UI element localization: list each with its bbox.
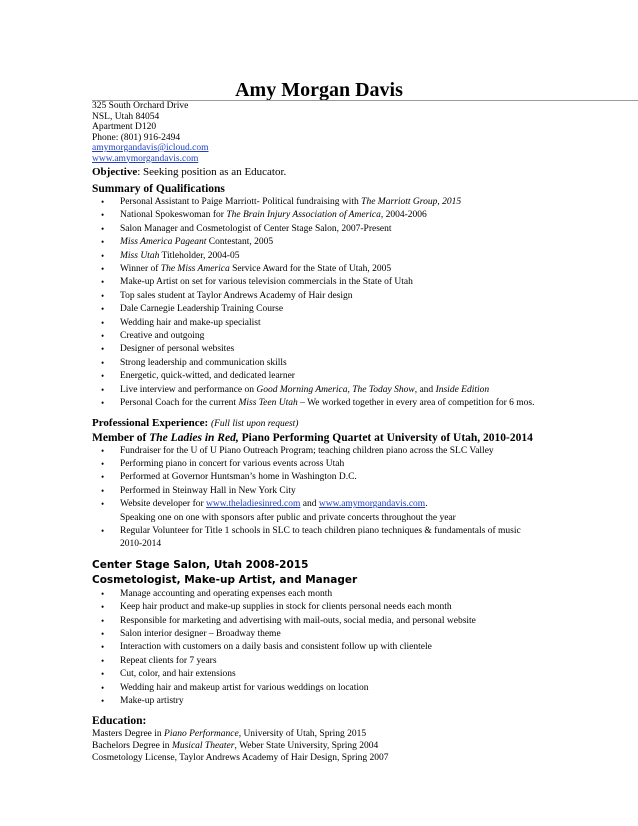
resume-content: [92, 101, 632, 764]
list-item: • Dale Carnegie Leadership Training Course: [101, 304, 284, 315]
list-item: • Make-up artistry: [101, 696, 184, 706]
list-item: • Fundraiser for the U of U Piano Outreach Program; teaching children piano across the SLC Valley: [101, 445, 494, 456]
objective-label: Objective: [92, 166, 138, 178]
list-item: • Miss Utah Titleholder, 2004-05: [101, 250, 240, 261]
list-item: • Manage accounting and operating expenses each month: [101, 588, 333, 599]
contact-block: [92, 101, 632, 164]
list-item: • Energetic, quick-witted, and dedicated learner: [101, 371, 295, 382]
experience-heading-line: [92, 417, 632, 431]
list-item: • Interaction with customers on a daily basis and consistent follow up with clientele: [101, 642, 432, 653]
ladies-in-red-link[interactable]: www.theladiesinred.com: [206, 499, 301, 510]
list-item: • National Spokeswoman for The Brain Injury Association of America, 2004-2006: [101, 210, 427, 221]
list-item: • Make-up Artist on set for various television commercials in the State of Utah: [101, 277, 413, 288]
address-line-2: NSL, Utah 84054: [92, 111, 160, 122]
list-item: • Designer of personal websites: [101, 344, 235, 355]
website-link[interactable]: www.amymorgandavis.com: [92, 153, 199, 164]
list-item: • Wedding hair and makeup artist for various weddings on location: [101, 682, 369, 693]
list-item: • Creative and outgoing: [101, 331, 205, 342]
list-item: • Repeat clients for 7 years: [101, 655, 217, 666]
list-item: • Winner of The Miss America Service Award for the State of Utah, 2005: [101, 264, 392, 275]
job1-extra-items: [92, 498, 632, 552]
education-line: Bachelors Degree in Musical Theater, Weber State University, Spring 2004: [92, 741, 379, 752]
job2-title-1: Center Stage Salon, Utah 2008-2015: [92, 558, 309, 571]
summary-heading: Summary of Qualifications: [92, 183, 225, 195]
objective-text: : Seeking position as an Educator.: [137, 166, 287, 178]
list-item: • Wedding hair and make-up specialist: [101, 317, 261, 328]
objective: [92, 166, 632, 179]
education-line: Masters Degree in Piano Performance, University of Utah, Spring 2015: [92, 729, 367, 740]
list-item: • Miss America Pageant Contestant, 2005: [101, 237, 274, 248]
list-item: • Responsible for marketing and advertising with mail-outs, social media, and personal website: [101, 615, 476, 626]
job2-list: [92, 588, 632, 709]
summary-list: [92, 196, 632, 411]
experience-note: (Full list upon request): [210, 418, 299, 429]
list-item: • Live interview and performance on Good Morning America, The Today Show, and Inside Edition: [101, 384, 490, 395]
list-item: • Performed in Steinway Hall in New York City: [101, 485, 296, 496]
job1-title: Member of The Ladies in Red, Piano Performing Quartet at University of Utah, 2010-2014: [92, 431, 533, 444]
job1-items: [92, 445, 632, 499]
list-item: • Cut, color, and hair extensions: [101, 669, 236, 680]
education-list: [92, 728, 632, 764]
list-item: • Strong leadership and communication skills: [101, 357, 287, 368]
list-item: • Regular Volunteer for Title 1 schools in SLC to teach children piano techniques & fundamentals of music 2010-2014: [101, 525, 521, 550]
list-item: • Salon Manager and Cosmetologist of Center Stage Salon, 2007-Present: [101, 223, 392, 234]
list-item: • Top sales student at Taylor Andrews Academy of Hair design: [101, 290, 353, 301]
phone: Phone: (801) 916-2494: [92, 132, 181, 143]
list-item: • Personal Coach for the current Miss Teen Utah – We worked together in every area of competition for 6 mos.: [101, 398, 535, 409]
experience-heading: Professional Experience:: [92, 416, 209, 429]
list-item: • Keep hair product and make-up supplies in stock for clients personal needs each month: [101, 602, 452, 613]
email-link[interactable]: amymorgandavis@icloud.com: [92, 143, 209, 153]
education-heading: Education:: [92, 715, 147, 728]
address-line-3: Apartment D120: [92, 122, 157, 132]
job2-title-2: Cosmetologist, Make-up Artist, and Manager: [92, 573, 358, 586]
list-item: • Personal Assistant to Paige Marriott- Political fundraising with The Marriott Group, 2015: [101, 197, 462, 207]
address-line-1: 325 South Orchard Drive: [92, 101, 189, 111]
education-line: Cosmetology License, Taylor Andrews Academy of Hair Design, Spring 2007: [92, 753, 389, 764]
list-item: • Performed at Governor Huntsman’s home in Washington D.C.: [101, 472, 357, 483]
amymorgandavis-link[interactable]: www.amymorgandavis.com: [318, 499, 426, 510]
list-item: • Website developer for www.theladiesinred.com and www.amymorgandavis.com. Speaking one on one with sponsors after public and private concerts throughout the year: [101, 499, 456, 523]
list-item: • Salon interior designer – Broadway theme: [101, 628, 281, 639]
resume-name: Amy Morgan Davis: [235, 79, 403, 101]
list-item: • Performing piano in concert for various events across Utah: [101, 458, 345, 469]
